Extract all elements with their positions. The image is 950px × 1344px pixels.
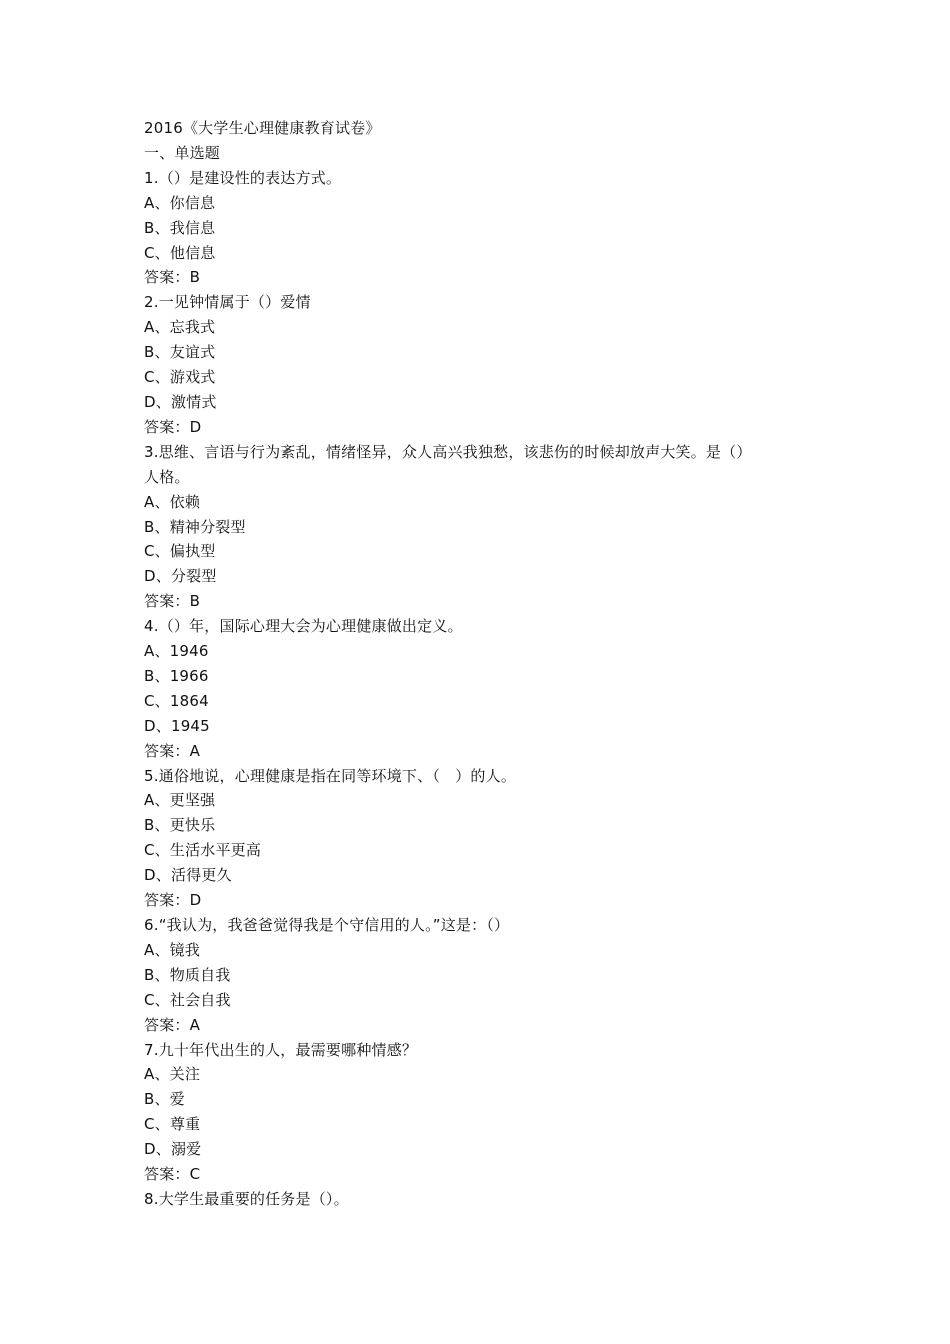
answer-option: A、更坚强 — [144, 791, 216, 810]
answer-key: 答案：D — [144, 417, 202, 436]
answer-option: A、镜我 — [144, 940, 201, 959]
answer-key: 答案：B — [144, 592, 201, 611]
answer-option: B、友谊式 — [144, 343, 216, 362]
answer-option: D、溺爱 — [144, 1140, 202, 1159]
answer-option: D、1945 — [144, 716, 210, 735]
answer-option: A、忘我式 — [144, 318, 216, 337]
answer-option: D、活得更久 — [144, 866, 232, 885]
answer-option: D、激情式 — [144, 392, 217, 411]
answer-option: A、1946 — [144, 642, 209, 661]
question-text: 5.通俗地说，心理健康是指在同等环境下、（ ）的人。 — [144, 766, 517, 785]
document-body — [144, 116, 824, 1212]
answer-option: C、他信息 — [144, 243, 216, 262]
question-text: 3.思维、言语与行为紊乱，情绪怪异，众人高兴我独愁，该悲伤的时候却放声大笑。是（） — [144, 442, 752, 461]
answer-option: B、更快乐 — [144, 816, 216, 835]
answer-option: D、分裂型 — [144, 567, 217, 586]
answer-key: 答案：B — [144, 268, 201, 287]
question-text: 1.（）是建设性的表达方式。 — [144, 168, 342, 187]
answer-option: A、关注 — [144, 1065, 201, 1084]
answer-option: B、物质自我 — [144, 965, 231, 984]
question-text: 6.“我认为，我爸爸觉得我是个守信用的人。”这是：（） — [144, 916, 510, 934]
question-list — [144, 166, 824, 1212]
answer-key: 答案：A — [144, 741, 201, 760]
answer-option: B、我信息 — [144, 218, 216, 237]
answer-option: C、1864 — [144, 691, 209, 710]
answer-option: C、社会自我 — [144, 990, 231, 1009]
section-heading: 一、单选题 — [144, 143, 221, 162]
answer-option: A、你信息 — [144, 193, 216, 212]
question-text: 4.（）年，国际心理大会为心理健康做出定义。 — [144, 617, 463, 636]
answer-option: A、依赖 — [144, 492, 201, 511]
question-text: 2.一见钟情属于（）爱情 — [144, 293, 311, 312]
question-text: 7.九十年代出生的人，最需要哪种情感？ — [144, 1040, 418, 1059]
answer-key: 答案：C — [144, 1165, 201, 1184]
answer-option: C、尊重 — [144, 1115, 201, 1134]
answer-option: B、爱 — [144, 1090, 185, 1109]
answer-option: C、游戏式 — [144, 368, 216, 387]
answer-option: B、1966 — [144, 666, 209, 685]
answer-option: C、偏执型 — [144, 542, 216, 561]
document-title: 2016《大学生心理健康教育试卷》 — [144, 119, 381, 137]
question-text-continued: 人格。 — [144, 467, 190, 486]
answer-key: 答案：A — [144, 1015, 201, 1034]
answer-option: C、生活水平更高 — [144, 841, 262, 860]
question-text: 8.大学生最重要的任务是（）。 — [144, 1189, 349, 1208]
answer-key: 答案：D — [144, 891, 202, 910]
answer-option: B、精神分裂型 — [144, 517, 246, 536]
